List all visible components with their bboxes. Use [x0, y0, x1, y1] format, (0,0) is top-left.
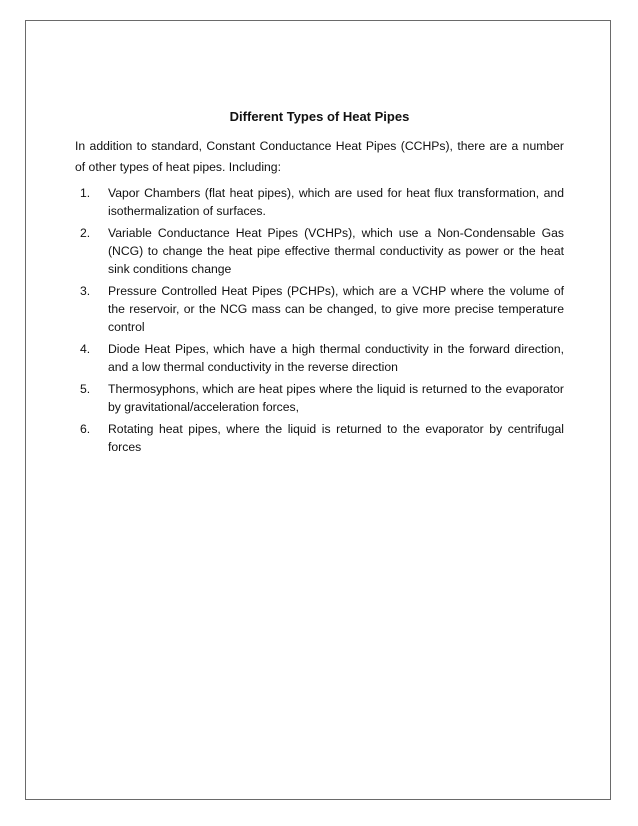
list-item-text: Pressure Controlled Heat Pipes (PCHPs), which are a VCHP where the volume of the reservoir, or the NCG mass can be changed, to give more precise temperature control — [108, 284, 564, 334]
list-item — [75, 282, 564, 336]
list-item-number: 5. — [80, 382, 91, 396]
heat-pipe-types-list — [75, 184, 564, 456]
page-frame — [25, 20, 611, 800]
list-item-number: 6. — [80, 422, 91, 436]
intro-paragraph: In addition to standard, Constant Conductance Heat Pipes (CCHPs), there are a number of other types of heat pipes. Including: — [75, 139, 564, 174]
list-item-number: 4. — [80, 342, 91, 356]
list-item — [75, 380, 564, 416]
list-item — [75, 340, 564, 376]
document-title: Different Types of Heat Pipes — [229, 109, 410, 124]
list-item-number: 1. — [80, 186, 91, 200]
list-item-number: 2. — [80, 226, 91, 240]
list-item-number: 3. — [80, 284, 91, 298]
list-item-text: Diode Heat Pipes, which have a high thermal conductivity in the forward direction, and a low thermal conductivity in the reverse direction — [108, 342, 564, 374]
list-item — [75, 224, 564, 278]
list-item-text: Variable Conductance Heat Pipes (VCHPs), which use a Non-Condensable Gas (NCG) to change the heat pipe effective thermal conductivity as power or the heat sink conditions change — [108, 226, 564, 276]
list-item-text: Vapor Chambers (flat heat pipes), which are used for heat flux transformation, and isothermalization of surfaces. — [108, 186, 564, 218]
list-item-text: Thermosyphons, which are heat pipes where the liquid is returned to the evaporator by gravitational/acceleration forces, — [108, 382, 564, 414]
document-body — [75, 108, 564, 460]
list-item — [75, 420, 564, 456]
list-item-text: Rotating heat pipes, where the liquid is returned to the evaporator by centrifugal forces — [108, 422, 564, 454]
list-item — [75, 184, 564, 220]
